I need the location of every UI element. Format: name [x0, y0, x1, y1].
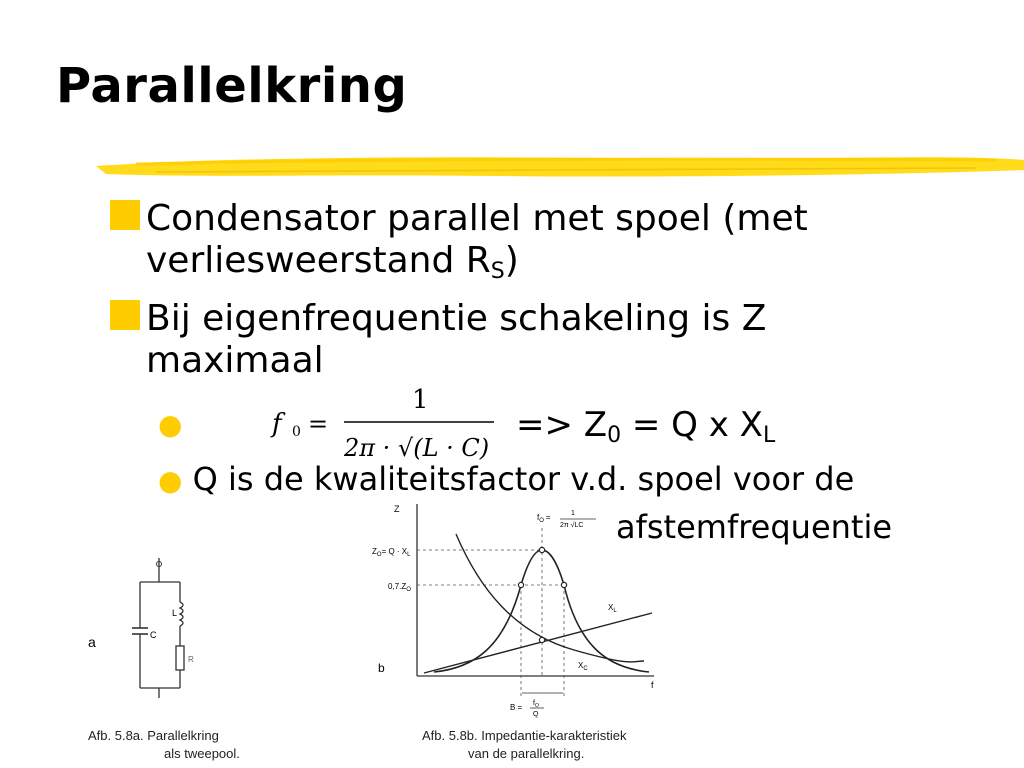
sub-bullet-dot-icon: ●: [158, 408, 183, 441]
bullet-item: [110, 198, 926, 282]
xl-label: $X_L$: [608, 603, 617, 614]
figure-a-caption: als tweepool.: [164, 746, 240, 761]
slide-title: Parallelkring: [56, 58, 408, 114]
figure-a-label: a: [88, 634, 96, 650]
zo-label: $Z_O= Q \cdot X_L$: [372, 547, 411, 558]
svg-text:0: 0: [292, 424, 301, 440]
sub-bullet-continuation: afstemfrequentie: [616, 508, 893, 546]
resistor-label: R: [188, 655, 194, 664]
svg-text:1: 1: [412, 385, 429, 415]
bullet-square-icon: [110, 200, 140, 230]
zo-07-label: $0,7.Z_O$: [388, 582, 411, 593]
inductor-label: L: [172, 608, 178, 618]
sub-bullet-dot-icon: ●: [158, 464, 183, 497]
resonance-curve: [434, 550, 649, 672]
bullet-text-line: verliesweerstand $R_S$): [146, 240, 519, 284]
figure-b-formula: $f_O$ =: [537, 513, 551, 524]
svg-text:=: =: [308, 410, 329, 438]
svg-text:2π · √(L · C): 2π · √(L · C): [344, 434, 490, 462]
svg-text:f: f: [272, 409, 282, 439]
xc-label: $X_C$: [578, 661, 588, 672]
resonance-formula: [268, 382, 508, 462]
bullet-text-line: Bij eigenfrequentie schakeling is Z: [146, 298, 767, 339]
figure-b-label: b: [378, 661, 385, 675]
capacitor-label: C: [150, 630, 157, 640]
svg-text:B =: B =: [510, 703, 523, 712]
figure-a-circuit-schematic: [84, 550, 224, 700]
sub-bullet-item: [158, 460, 918, 500]
svg-text:Q: Q: [533, 711, 539, 718]
bullet-text-line: maximaal: [146, 340, 324, 381]
title-underline-brush: [96, 148, 1024, 184]
figure-b-impedance-plot: [364, 498, 674, 720]
bullet-square-icon: [110, 300, 140, 330]
figure-a-caption: Afb. 5.8a. Parallelkring: [88, 728, 219, 743]
bullet-item: [110, 298, 926, 382]
figure-b-caption: van de parallelkring.: [468, 746, 585, 761]
svg-text:1: 1: [571, 510, 575, 517]
svg-text:2π √LC: 2π √LC: [560, 522, 584, 529]
svg-text:Z: Z: [394, 504, 400, 514]
figure-b-caption: Afb. 5.8b. Impedantie-karakteristiek: [422, 728, 627, 743]
formula-result: => $Z_0 = Q$ x $X_L$: [516, 405, 776, 448]
bullet-text-line: Condensator parallel met spoel (met: [146, 198, 808, 239]
sub-bullet-text: Q is de kwaliteitsfactor v.d. spoel voor de: [192, 460, 855, 498]
svg-text:f: f: [651, 680, 654, 690]
bandwidth-num: $f_O$: [533, 700, 539, 709]
